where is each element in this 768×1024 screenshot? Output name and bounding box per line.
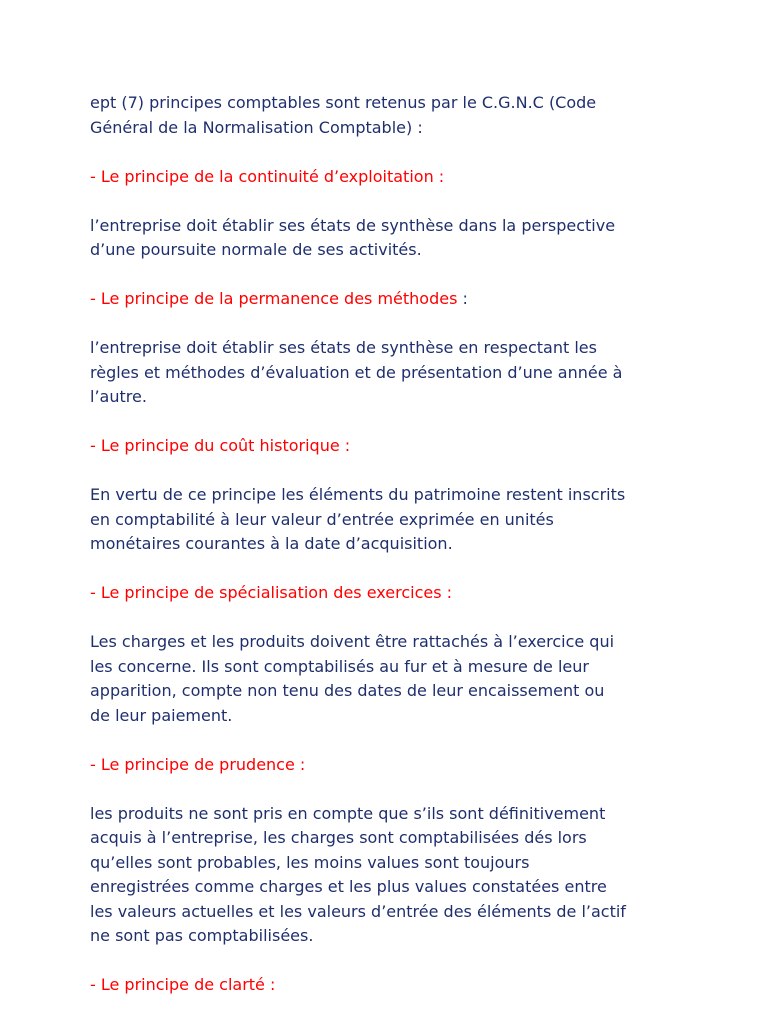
heading-prudence-text: - Le principe de prudence : <box>90 754 306 774</box>
heading-specialisation-text: - Le principe de spécialisation des exercices : <box>90 583 453 602</box>
body-cout-historique: En vertu de ce principe les éléments du patrimoine restent inscrits en comptabilité à leur valeur d’entrée exprimée en unités monétaires courantes à la date d’acquisition. <box>90 485 626 553</box>
body-continuite: l’entreprise doit établir ses états de synthèse dans la perspective d’une poursuite normale de ses activités. <box>90 215 616 259</box>
heading-permanence-colon: : <box>457 289 468 308</box>
document-page <box>90 91 690 1022</box>
heading-cout-historique <box>90 434 690 459</box>
heading-continuite-text: - Le principe de la continuité d’exploitation : <box>90 166 445 186</box>
body-prudence: les produits ne sont pris en compte que s’ils sont définitivement acquis à l’entreprise, les charges sont comptabilisées dés lors qu’elles sont probables, les moins values sont toujours enregistrées comme charges et les plus values constatées entre les valeurs actuelles et les valeurs d’entrée des éléments de l’actif ne sont pas comptabilisées. <box>90 803 626 945</box>
heading-continuite <box>90 165 690 190</box>
heading-cout-historique-text: - Le principe du coût historique : <box>90 436 351 455</box>
body-permanence: l’entreprise doit établir ses états de synthèse en respectant les règles et méthodes d’évaluation et de présentation d’une année à l’autre. <box>90 338 623 406</box>
intro-paragraph: ept (7) principes comptables sont retenus par le C.G.N.C (Code Général de la Normalisation Comptable) : <box>90 93 597 137</box>
heading-permanence <box>90 287 690 312</box>
heading-prudence <box>90 753 690 778</box>
heading-specialisation <box>90 581 690 606</box>
heading-clarte <box>90 973 690 998</box>
body-specialisation: Les charges et les produits doivent être rattachés à l’exercice qui les concerne. Ils sont comptabilisés au fur et à mesure de leur apparition, compte non tenu des dates de leur encaissement ou de leur paiement. <box>90 632 615 725</box>
heading-clarte-text: - Le principe de clarté : <box>90 975 276 994</box>
heading-permanence-text: - Le principe de la permanence des méthodes <box>90 289 458 308</box>
